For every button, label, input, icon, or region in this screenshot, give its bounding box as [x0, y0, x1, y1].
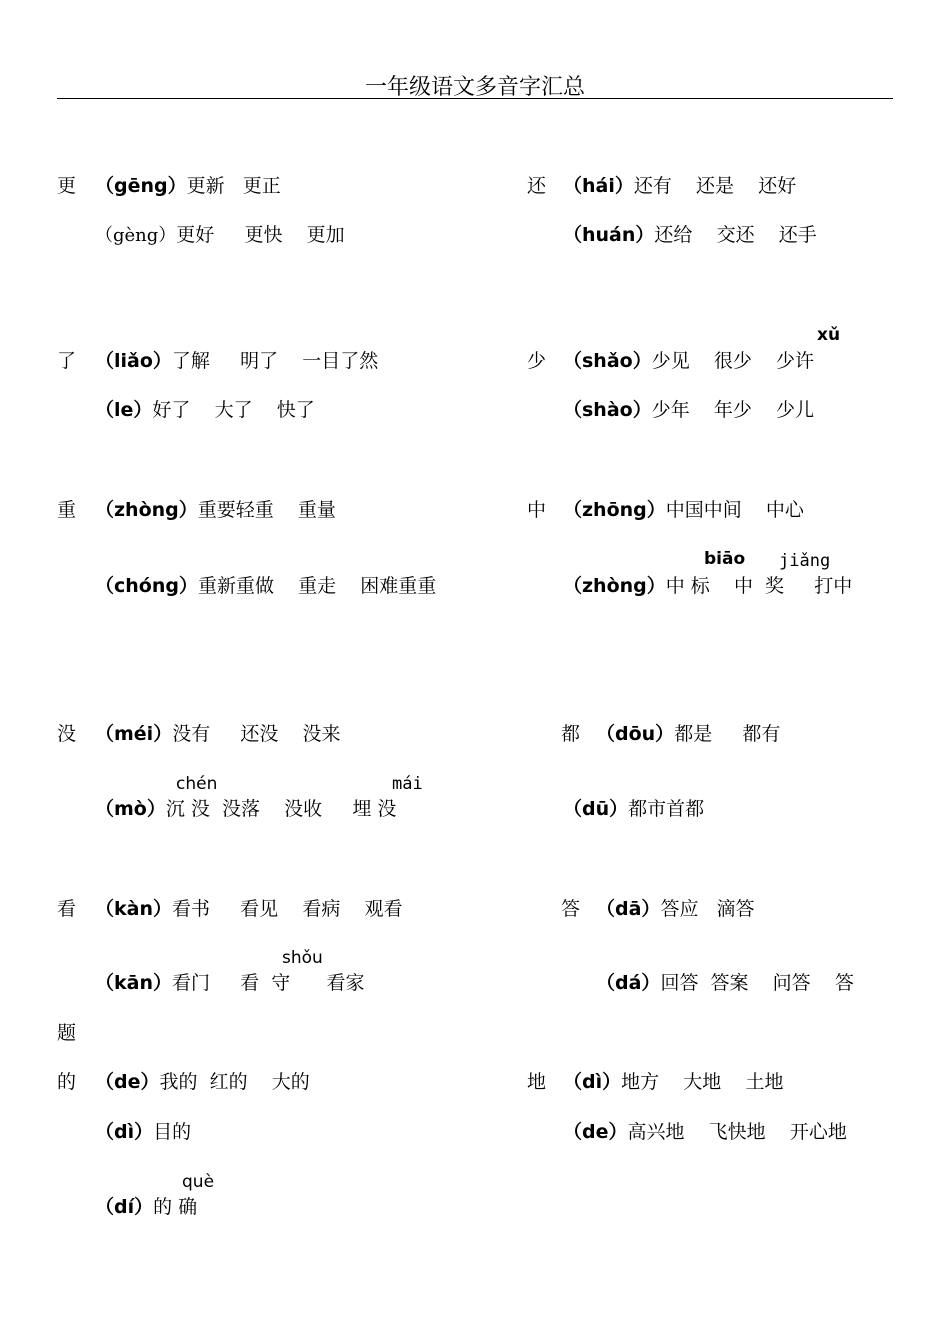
pinyin: （de） [563, 1121, 628, 1143]
words: 的 确 [153, 1196, 198, 1218]
words: 重要轻重 重量 [197, 499, 336, 521]
char-le: 了 [57, 350, 77, 372]
entry-di [563, 1073, 783, 1092]
entry-di2 [95, 1198, 197, 1217]
words: 更好 更快 更加 [176, 224, 345, 246]
words: 还有 还是 还好 [633, 175, 797, 197]
words: 地方 大地 土地 [621, 1071, 784, 1093]
char-shao: 少 [527, 350, 547, 372]
pinyin: （méi） [95, 723, 173, 745]
pinyin: （le） [95, 399, 153, 421]
words: 看门 看 守 看家 [171, 972, 365, 994]
pinyin: （zhòng） [563, 575, 666, 597]
words: 少年 年少 少儿 [651, 399, 815, 421]
char-zhong: 重 [57, 499, 77, 521]
pinyin: （kàn） [95, 898, 172, 920]
entry-chong [95, 577, 436, 596]
char-de: 的 [57, 1071, 77, 1093]
pinyin: （dí） [95, 1196, 154, 1218]
entry-geng2 [95, 226, 345, 245]
entry-da2-wrap: 题 [57, 1022, 77, 1044]
words: 中 标 中 奖 打中 [665, 575, 853, 597]
pinyin: （mò） [95, 798, 166, 820]
entry-shao3 [563, 352, 814, 371]
char-zhong-mid: 中 [527, 499, 547, 521]
pinyin: （dì） [563, 1071, 622, 1093]
entry-du [563, 800, 704, 819]
words: 沉 没 没落 没收 埋 没 [165, 798, 397, 820]
char-da: 答 [561, 898, 581, 920]
char-mei: 没 [57, 723, 77, 745]
ruby-que: què [182, 1172, 215, 1192]
entry-dou [596, 725, 780, 744]
pinyin: （liǎo） [95, 350, 172, 372]
ruby-xu: xǔ [817, 325, 841, 345]
entry-huan [563, 226, 817, 245]
pinyin: （zhōng） [563, 499, 666, 521]
entry-de2 [563, 1123, 847, 1142]
pinyin: （dá） [596, 972, 661, 994]
entry-mo [95, 800, 396, 819]
pinyin: （huán） [563, 224, 655, 246]
entry-shao4 [563, 401, 814, 420]
entry-hai [563, 177, 796, 196]
entry-di4 [95, 1123, 191, 1142]
entry-kan4 [95, 900, 403, 919]
page-title: 一年级语文多音字汇总 [364, 75, 585, 100]
ruby-mai: mái [392, 774, 423, 794]
words: 看书 看见 看病 观看 [171, 898, 403, 920]
words: 少见 很少 少许 [651, 350, 815, 372]
words: 好了 大了 快了 [152, 399, 315, 421]
words: 还给 交还 还手 [654, 224, 817, 246]
pinyin: （kān） [95, 972, 172, 994]
pinyin: （shào） [563, 399, 652, 421]
ruby-chen: chén [176, 774, 218, 794]
entry-le [95, 401, 315, 420]
words: 高兴地 飞快地 开心地 [627, 1121, 847, 1143]
char-di: 地 [527, 1071, 547, 1093]
char-geng: 更 [57, 175, 77, 197]
entry-mei [95, 725, 341, 744]
entry-da2 [596, 974, 854, 993]
pinyin: （dōu） [596, 723, 675, 745]
entry-zhong4 [95, 501, 336, 520]
title-underline [57, 98, 893, 99]
pinyin: （chóng） [95, 575, 198, 597]
char-dou: 都 [561, 723, 581, 745]
char-kan: 看 [57, 898, 77, 920]
words: 没有 还没 没来 [172, 723, 341, 745]
pinyin: （de） [95, 1071, 160, 1093]
pinyin: （gèng） [95, 225, 177, 246]
words: 更新 更正 [186, 175, 281, 197]
words: 目的 [153, 1121, 192, 1143]
words: 答应 滴答 [660, 898, 755, 920]
pinyin: （dì） [95, 1121, 154, 1143]
entry-zhong4b [563, 577, 852, 596]
pinyin: （dā） [596, 898, 661, 920]
entry-da1 [596, 900, 755, 919]
pinyin: （gēng） [95, 175, 187, 197]
words: 重新重做 重走 困难重重 [197, 575, 437, 597]
entry-de [95, 1073, 310, 1092]
entry-kan1 [95, 974, 365, 993]
entry-zhong1 [563, 501, 804, 520]
words: 中国中间 中心 [665, 499, 804, 521]
words: 回答 答案 问答 答 [660, 972, 854, 994]
char-huan: 还 [527, 175, 547, 197]
entry-liao [95, 352, 378, 371]
pinyin: （shǎo） [563, 350, 652, 372]
ruby-shou: shǒu [282, 948, 323, 968]
words: 我的 红的 大的 [159, 1071, 310, 1093]
words: 了解 明了 一目了然 [171, 350, 379, 372]
ruby-biao: biāo [704, 549, 746, 569]
pinyin: （dū） [563, 798, 629, 820]
pinyin: （zhòng） [95, 499, 198, 521]
pinyin: （hái） [563, 175, 634, 197]
entry-geng1 [95, 177, 281, 196]
ruby-jiang: jiǎng [779, 551, 831, 571]
words: 都是 都有 [674, 723, 781, 745]
words: 都市首都 [628, 798, 705, 820]
